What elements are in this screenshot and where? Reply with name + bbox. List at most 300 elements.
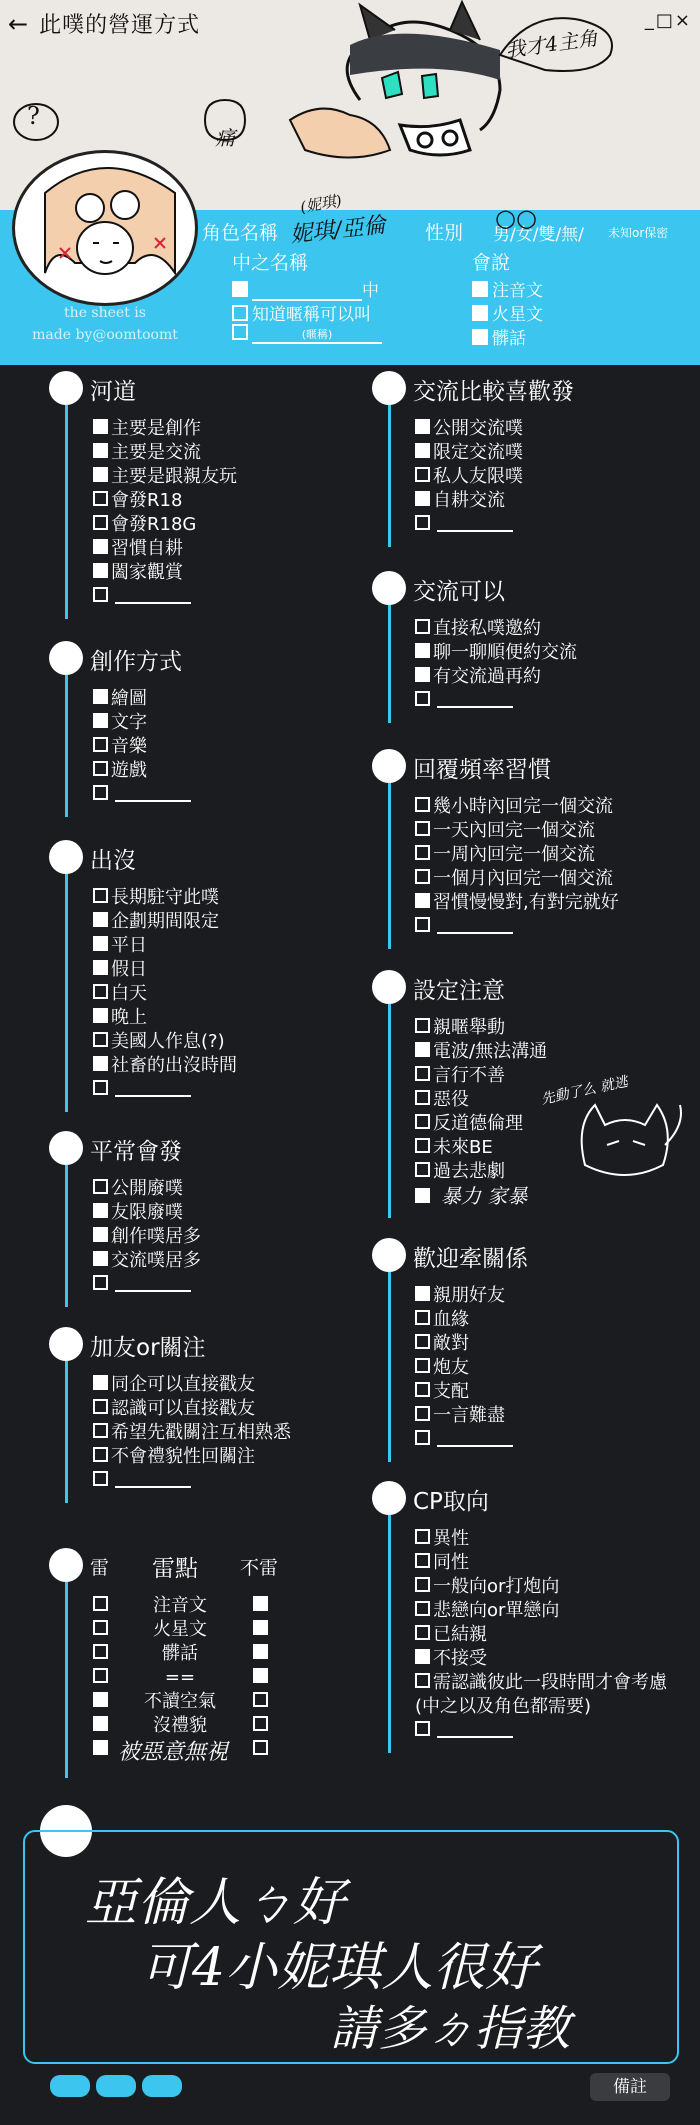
page-dot-3[interactable] [142,2075,182,2097]
checked-checkbox[interactable] [415,491,430,506]
checked-checkbox[interactable] [93,1740,108,1755]
empty-checkbox[interactable] [93,888,108,903]
empty-checkbox[interactable] [93,1668,108,1683]
checklist-item[interactable] [415,466,523,488]
checklist-item[interactable] [93,935,147,957]
checklist-item[interactable] [415,1624,487,1646]
notes-line-1: 亞倫人ㄅ好 [85,1873,346,1933]
checklist-item[interactable] [415,1137,493,1159]
empty-checkbox[interactable] [253,1740,268,1755]
empty-checkbox[interactable] [415,1529,430,1544]
empty-checkbox[interactable] [415,1334,430,1349]
checked-checkbox[interactable] [415,893,430,908]
checklist-item[interactable] [415,1552,469,1574]
checklist-item-label: 假日 [111,959,147,980]
empty-checkbox[interactable] [93,1399,108,1414]
checklist-item-label: 遊戲 [111,760,147,781]
checklist-item[interactable] [93,887,219,909]
checklist-item-label: 社畜的出沒時間 [111,1055,237,1076]
checklist-item[interactable] [93,1031,225,1053]
checklist-item-label: 言行不善 [433,1065,505,1086]
handwritten-entry: 暴力 家暴 [441,1184,528,1208]
section-title: 回覆頻率習慣 [413,757,551,783]
thunder-checkbox[interactable] [93,1619,111,1641]
speak-option-3[interactable]: 髒話 [472,324,526,349]
bubble-text: 我才4主角 [503,25,600,63]
checklist-item[interactable] [93,418,201,440]
empty-checkbox[interactable] [415,1553,430,1568]
checklist-item[interactable] [415,1357,469,1379]
not-thunder-checkbox[interactable] [253,1643,271,1665]
empty-checkbox[interactable] [253,1692,268,1707]
inner-name-checkbox-2[interactable] [232,305,248,321]
checklist-item-label: 白天 [111,983,147,1004]
checked-checkbox[interactable] [253,1620,268,1635]
empty-checkbox[interactable] [93,1620,108,1635]
profile-header [0,0,700,365]
checklist-item[interactable] [93,562,183,584]
empty-checkbox[interactable] [253,1716,268,1731]
section-connector-line [388,405,391,547]
checklist-item[interactable] [415,1041,547,1063]
page-dot-2[interactable] [96,2075,136,2097]
checklist-item-label: 過去悲劇 [433,1161,505,1182]
empty-checkbox[interactable] [93,1471,108,1486]
checked-checkbox[interactable] [93,689,108,704]
checklist-item-label: 公開交流噗 [433,418,523,439]
checked-checkbox[interactable] [93,912,108,927]
checklist-item[interactable] [415,1696,591,1718]
empty-checkbox[interactable] [93,1275,108,1290]
checklist-item[interactable] [415,690,513,712]
checklist-item-label: 交流噗居多 [111,1250,201,1271]
checked-checkbox[interactable] [93,1203,108,1218]
checklist-item-label: 會發R18G [111,514,197,535]
role-name-note: (妮琪) [298,191,344,217]
gender-label: 性別 [425,222,464,244]
empty-checkbox[interactable] [93,515,108,530]
checklist-item-label: 會發R18 [111,490,183,511]
checklist-item[interactable] [415,1333,469,1355]
checked-checkbox[interactable] [415,1649,430,1664]
checklist-item-label: 美國人作息(?) [111,1031,225,1052]
section-connector-line [388,1515,391,1753]
inner-name-label: 中之名稱 [232,252,309,274]
empty-checkbox[interactable] [415,1310,430,1325]
empty-checkbox[interactable] [415,1577,430,1592]
checked-checkbox[interactable] [415,419,430,434]
checklist-item-label: 習慣慢慢對,有對完就好 [433,892,619,913]
section-connector-line [65,405,68,619]
checklist-item[interactable] [93,736,147,758]
checklist-item-label: 異性 [433,1528,469,1549]
character-doodle-illustration [200,0,700,210]
section-node [372,1238,406,1272]
not-thunder-checkbox[interactable] [253,1667,271,1689]
checklist-item[interactable] [415,418,523,440]
blank-write-in-line[interactable] [437,530,513,532]
checklist-item-label: 反道德倫理 [433,1113,523,1134]
checked-checkbox[interactable] [93,443,108,458]
checklist-item-label: 同性 [433,1552,469,1573]
checklist-item-label: (中之以及角色都需要) [415,1696,592,1717]
section-node [49,371,83,405]
checked-checkbox[interactable] [93,1692,108,1707]
empty-checkbox[interactable] [93,1080,108,1095]
thunder-right-head: 不雷 [240,1557,279,1579]
checklist-item[interactable] [93,760,147,782]
thunder-checkbox[interactable] [93,1667,111,1689]
checked-checkbox[interactable] [93,1375,108,1390]
page-title-bar [8,8,200,39]
checked-checkbox[interactable] [93,1716,108,1731]
empty-checkbox[interactable] [415,1430,430,1445]
empty-checkbox[interactable] [93,785,108,800]
blank-write-in-line[interactable] [437,706,513,708]
section-connector-line [65,675,68,817]
section-title: 平常會發 [90,1139,182,1165]
checked-checkbox[interactable] [415,1188,430,1203]
checklist-item[interactable] [415,514,513,536]
checked-checkbox[interactable] [93,713,108,728]
empty-checkbox[interactable] [415,1406,430,1421]
checklist-item[interactable] [93,1274,191,1296]
checklist-item-label: 闔家觀賞 [111,562,183,583]
checklist-item[interactable] [93,586,191,608]
checklist-item[interactable] [93,688,147,710]
empty-checkbox[interactable] [415,917,430,932]
checklist-item[interactable] [93,1374,255,1396]
checklist-item[interactable] [415,1065,505,1087]
checklist-item[interactable] [415,642,577,664]
checklist-item[interactable] [415,1185,527,1209]
blank-write-in-line[interactable] [437,1445,513,1447]
empty-checkbox[interactable] [93,984,108,999]
not-thunder-checkbox[interactable] [253,1595,271,1617]
checklist-item[interactable] [415,1672,667,1694]
checklist-item-label: 需認識彼此一段時間才會考慮 [433,1672,667,1693]
section-node [372,571,406,605]
checklist-item-label: 惡役 [433,1089,469,1110]
checked-checkbox[interactable] [253,1596,268,1611]
checklist-item[interactable] [93,442,201,464]
notes-line-3: 請多ㄉ指教 [330,2001,571,2057]
checklist-item[interactable] [415,490,505,512]
empty-checkbox[interactable] [93,1423,108,1438]
not-thunder-checkbox[interactable] [253,1739,271,1761]
checklist-item[interactable] [93,490,182,512]
section-node [49,840,83,874]
empty-checkbox[interactable] [415,691,430,706]
checked-checkbox[interactable] [415,443,430,458]
checklist-item-label: 晚上 [111,1007,147,1028]
thunder-item-label: 沒禮貌 [153,1715,207,1736]
section-node [49,641,83,675]
page-dot-1[interactable] [50,2075,90,2097]
blank-write-in-line[interactable] [115,800,191,802]
checklist-item-label: 敵對 [433,1333,469,1354]
checklist-item-label: 公開廢噗 [111,1178,183,1199]
checked-checkbox[interactable] [93,563,108,578]
window-controls[interactable]: _□× [644,10,692,31]
thunder-item-label: 注音文 [153,1595,207,1616]
not-thunder-checkbox[interactable] [253,1715,271,1737]
checked-checkbox[interactable] [93,419,108,434]
empty-checkbox[interactable] [415,845,430,860]
checklist-item[interactable] [415,820,595,842]
doodle-note: 先動了么 就逃 [539,1073,630,1108]
role-name-value: 妮琪/亞倫 [289,213,387,248]
checklist-item[interactable] [415,1113,523,1135]
empty-checkbox[interactable] [415,1066,430,1081]
checklist-item-label: 親暱舉動 [433,1017,505,1038]
checklist-item-label: 文字 [111,712,147,733]
checklist-item-label: 主要是交流 [111,442,201,463]
notes-line-2: 可4小妮琪人很好 [140,1938,538,1998]
checklist-item[interactable] [93,1079,191,1101]
checklist-item-label: 長期駐守此噗 [111,887,219,908]
checklist-item-label: 一言難盡 [433,1405,505,1426]
gender-extra: 未知or保密 [608,226,669,240]
checklist-item[interactable] [93,1250,201,1272]
section-title: 交流可以 [413,579,505,605]
section-connector-line [65,874,68,1112]
empty-checkbox[interactable] [415,1162,430,1177]
empty-checkbox[interactable] [415,1673,430,1688]
inner-name-checkbox-1[interactable] [232,281,248,297]
checklist-item[interactable] [93,1398,255,1420]
speak-label: 會說 [472,252,511,274]
thunder-checkbox[interactable] [93,1691,111,1713]
checklist-item-label: 主要是創作 [111,418,201,439]
thunder-checkbox[interactable] [93,1715,111,1737]
checklist-item[interactable] [415,1405,505,1427]
thunder-checkbox[interactable] [93,1739,111,1761]
empty-checkbox[interactable] [415,1721,430,1736]
checklist-item[interactable] [415,1161,505,1183]
checklist-item-label: 有交流過再約 [433,666,541,687]
checklist-item[interactable] [415,1089,469,1111]
checklist-item-label: 企劃期間限定 [111,911,219,932]
empty-checkbox[interactable] [415,869,430,884]
checklist-item-label: 一般向or打炮向 [433,1576,560,1597]
checked-checkbox[interactable] [415,643,430,658]
speak-option-2[interactable]: 火星文 [472,300,543,325]
checklist-item[interactable] [93,1226,201,1248]
empty-checkbox[interactable] [415,1625,430,1640]
empty-checkbox[interactable] [93,1179,108,1194]
checklist-item[interactable] [93,712,147,734]
inner-name-option-1[interactable]: 中 [232,276,379,301]
section-node [49,1548,83,1582]
checklist-item[interactable] [93,538,183,560]
avatar [12,150,198,306]
empty-checkbox[interactable] [415,821,430,836]
blank-write-in-line[interactable] [115,602,191,604]
checklist-item-label: 友限廢噗 [111,1202,183,1223]
checklist-item[interactable] [93,1470,191,1492]
section-title: 加友or關注 [90,1335,206,1361]
checked-checkbox[interactable] [415,1042,430,1057]
section-title: 河道 [90,379,136,405]
checklist-item[interactable] [93,1055,237,1077]
checked-checkbox[interactable] [93,467,108,482]
checked-checkbox[interactable] [93,1227,108,1242]
cat-doodle-illustration [565,1085,685,1195]
checklist-item[interactable] [415,442,523,464]
remark-button[interactable]: 備註 [590,2073,670,2101]
checklist-item-label: 私人友限噗 [433,466,523,487]
checklist-item[interactable] [415,666,541,688]
checklist-item-label: 音樂 [111,736,147,757]
blank-write-in-line[interactable] [437,1736,513,1738]
empty-checkbox[interactable] [93,737,108,752]
checked-checkbox[interactable] [93,1056,108,1071]
question-mark: ? [27,102,40,130]
checklist-item[interactable] [93,1202,183,1224]
checked-checkbox[interactable] [93,960,108,975]
section-node [49,1131,83,1165]
checked-checkbox[interactable] [93,1251,108,1266]
empty-checkbox[interactable] [93,1644,108,1659]
section-node [372,970,406,1004]
handwritten-entry: 被惡意無視 [118,1740,229,1765]
checklist-item[interactable] [415,1528,469,1550]
not-thunder-checkbox[interactable] [253,1619,271,1641]
checked-checkbox[interactable] [93,1008,108,1023]
inner-name-option-2[interactable]: 知道暱稱可以叫 [232,300,371,325]
checklist-item[interactable] [415,1381,469,1403]
section-title: 雷點 [152,1556,198,1582]
checklist-item-label: 直接私噗邀約 [433,618,541,639]
checklist-item-label: 限定交流噗 [433,442,523,463]
checklist-item[interactable] [93,1422,291,1444]
checklist-item[interactable] [93,784,191,806]
checked-checkbox[interactable] [415,667,430,682]
blank-write-in-line[interactable] [115,1486,191,1488]
checked-checkbox[interactable] [253,1644,268,1659]
checklist-item[interactable] [415,892,619,914]
blank-write-in-line[interactable] [115,1095,191,1097]
checklist-item[interactable] [415,916,513,938]
checklist-item[interactable] [93,1007,147,1029]
checklist-item[interactable] [415,1017,505,1039]
checklist-item[interactable] [415,1648,487,1670]
checklist-item[interactable] [415,1285,505,1307]
empty-checkbox[interactable] [415,1601,430,1616]
thunder-item-label: == [164,1667,196,1688]
avatar-doodle [15,153,195,303]
checklist-item[interactable] [93,1178,183,1200]
empty-checkbox[interactable] [415,797,430,812]
checklist-item-label: 支配 [433,1381,469,1402]
blank-write-in-line[interactable] [115,1290,191,1292]
sheet-credit: the sheet is made by@oomtoomt [32,305,178,343]
checklist-item-label: 聊一聊順便約交流 [433,642,577,663]
not-thunder-checkbox[interactable] [253,1691,271,1713]
gender-scribble: ○○ [495,204,537,232]
checklist-item[interactable] [415,1429,513,1451]
empty-checkbox[interactable] [415,1114,430,1129]
section-node [372,371,406,405]
pain-text: 痛 [215,126,235,150]
section-node [372,749,406,783]
checklist-item[interactable] [93,514,196,536]
checklist-item-label: 繪圖 [111,688,147,709]
empty-checkbox[interactable] [415,1090,430,1105]
section-title: CP取向 [413,1489,489,1515]
empty-checkbox[interactable] [93,587,108,602]
checklist-item-label: 幾小時內回完一個交流 [433,796,613,817]
checklist-item[interactable] [415,1600,559,1622]
empty-checkbox[interactable] [93,1596,108,1611]
checklist-item-label: 自耕交流 [433,490,505,511]
checklist-item-label: 不接受 [433,1648,487,1669]
checked-checkbox[interactable] [93,539,108,554]
checklist-item[interactable] [415,1720,513,1742]
checklist-item[interactable] [415,1309,469,1331]
section-node [372,1481,406,1515]
checklist-item[interactable] [415,1576,559,1598]
speak-option-1[interactable]: 注音文 [472,276,543,301]
empty-checkbox[interactable] [93,1447,108,1462]
section-connector-line [65,1165,68,1307]
empty-checkbox[interactable] [415,467,430,482]
empty-checkbox[interactable] [415,515,430,530]
checklist-item[interactable] [93,1446,255,1468]
checked-checkbox[interactable] [415,1286,430,1301]
checklist-item[interactable] [93,959,147,981]
empty-checkbox[interactable] [93,491,108,506]
inner-name-option-3[interactable]: (暱稱) [232,324,382,344]
checklist-item[interactable] [93,911,219,933]
section-title: 設定注意 [413,978,505,1004]
checklist-item-label: 炮友 [433,1357,469,1378]
checklist-item-label: 一周內回完一個交流 [433,844,595,865]
checked-checkbox[interactable] [93,936,108,951]
thunder-checkbox[interactable] [93,1643,111,1665]
thunder-checkbox[interactable] [93,1595,111,1617]
checklist-item[interactable] [93,983,147,1005]
thunder-item-label: 不讀空氣 [144,1691,216,1712]
checklist-item[interactable] [93,466,237,488]
empty-checkbox[interactable] [415,1138,430,1153]
thunder-item-label: 火星文 [153,1619,207,1640]
checklist-item-label: 已結親 [433,1624,487,1645]
checklist-item-label: 親朋好友 [433,1285,505,1306]
inner-name-checkbox-3[interactable] [232,324,248,340]
empty-checkbox[interactable] [415,1358,430,1373]
checklist-item[interactable] [415,796,613,818]
empty-checkbox[interactable] [93,761,108,776]
checklist-item-label: 不會禮貌性回關注 [111,1446,255,1467]
back-arrow-icon[interactable]: ← [8,10,30,38]
empty-checkbox[interactable] [415,619,430,634]
checked-checkbox[interactable] [253,1668,268,1683]
empty-checkbox[interactable] [415,1382,430,1397]
blank-write-in-line[interactable] [437,932,513,934]
empty-checkbox[interactable] [415,1018,430,1033]
checklist-item-label: 一個月內回完一個交流 [433,868,613,889]
checklist-item[interactable] [415,618,541,640]
checklist-item[interactable] [415,868,613,890]
empty-checkbox[interactable] [93,1032,108,1047]
checklist-item-label: 希望先戳關注互相熟悉 [111,1422,291,1443]
checklist-item[interactable] [415,844,595,866]
section-title: 出沒 [90,848,136,874]
section-connector-line [388,783,391,949]
section-connector-line [388,605,391,723]
